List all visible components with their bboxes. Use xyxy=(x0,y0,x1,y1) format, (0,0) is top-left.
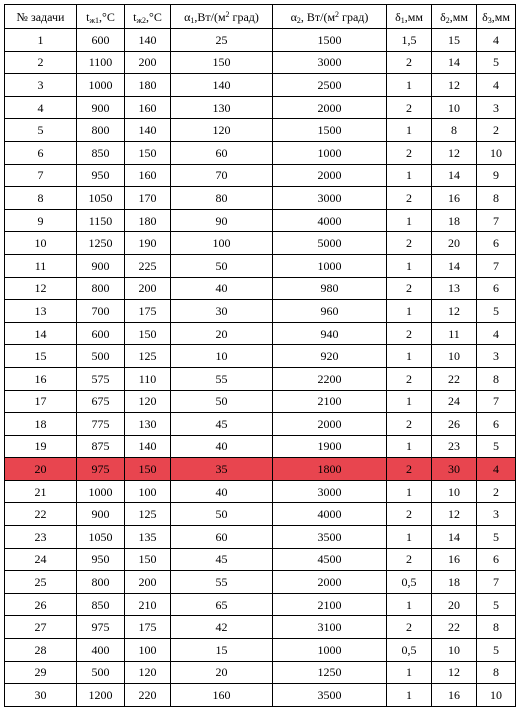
cell-alpha2: 2100 xyxy=(273,390,387,413)
cell-t1: 600 xyxy=(77,29,125,52)
cell-task-number: 5 xyxy=(5,119,77,142)
cell-t1: 1100 xyxy=(77,51,125,74)
cell-delta2: 12 xyxy=(432,300,477,323)
cell-alpha1: 60 xyxy=(171,526,273,549)
cell-alpha1: 50 xyxy=(171,390,273,413)
cell-delta3: 3 xyxy=(477,96,516,119)
cell-delta2: 12 xyxy=(432,141,477,164)
cell-delta1: 1 xyxy=(387,119,432,142)
cell-delta1: 1 xyxy=(387,300,432,323)
cell-delta3: 7 xyxy=(477,390,516,413)
cell-alpha1: 130 xyxy=(171,96,273,119)
cell-alpha2: 960 xyxy=(273,300,387,323)
cell-delta2: 30 xyxy=(432,458,477,481)
table-row xyxy=(5,119,516,142)
cell-delta1: 2 xyxy=(387,367,432,390)
cell-delta1: 1 xyxy=(387,254,432,277)
cell-delta2: 10 xyxy=(432,639,477,662)
cell-alpha2: 1000 xyxy=(273,639,387,662)
cell-delta3: 8 xyxy=(477,661,516,684)
cell-delta2: 15 xyxy=(432,29,477,52)
cell-alpha1: 55 xyxy=(171,367,273,390)
cell-t1: 1200 xyxy=(77,684,125,707)
cell-delta3: 9 xyxy=(477,164,516,187)
cell-t2: 190 xyxy=(125,232,171,255)
cell-delta1: 2 xyxy=(387,277,432,300)
cell-delta1: 2 xyxy=(387,141,432,164)
cell-delta3: 5 xyxy=(477,526,516,549)
table-row xyxy=(5,435,516,458)
cell-delta3: 5 xyxy=(477,593,516,616)
cell-alpha2: 4000 xyxy=(273,209,387,232)
cell-t2: 140 xyxy=(125,119,171,142)
cell-delta2: 14 xyxy=(432,526,477,549)
cell-task-number: 29 xyxy=(5,661,77,684)
cell-task-number: 22 xyxy=(5,503,77,526)
cell-delta1: 0,5 xyxy=(387,639,432,662)
table-row xyxy=(5,390,516,413)
cell-t2: 120 xyxy=(125,661,171,684)
cell-alpha1: 70 xyxy=(171,164,273,187)
cell-t2: 110 xyxy=(125,367,171,390)
cell-t2: 140 xyxy=(125,435,171,458)
cell-t1: 1150 xyxy=(77,209,125,232)
cell-t2: 125 xyxy=(125,503,171,526)
cell-task-number: 16 xyxy=(5,367,77,390)
cell-task-number: 14 xyxy=(5,322,77,345)
cell-task-number: 10 xyxy=(5,232,77,255)
cell-alpha1: 40 xyxy=(171,277,273,300)
cell-t1: 1250 xyxy=(77,232,125,255)
cell-alpha1: 45 xyxy=(171,548,273,571)
cell-delta2: 22 xyxy=(432,616,477,639)
table-row xyxy=(5,661,516,684)
cell-t2: 180 xyxy=(125,209,171,232)
cell-task-number: 24 xyxy=(5,548,77,571)
table-row xyxy=(5,277,516,300)
cell-alpha2: 1900 xyxy=(273,435,387,458)
cell-t2: 135 xyxy=(125,526,171,549)
cell-task-number: 18 xyxy=(5,413,77,436)
cell-alpha2: 940 xyxy=(273,322,387,345)
cell-delta3: 2 xyxy=(477,480,516,503)
cell-delta3: 4 xyxy=(477,74,516,97)
table-body xyxy=(5,29,516,707)
cell-delta2: 12 xyxy=(432,74,477,97)
cell-delta2: 10 xyxy=(432,345,477,368)
cell-delta1: 1 xyxy=(387,164,432,187)
cell-task-number: 25 xyxy=(5,571,77,594)
header-task-number: № задачи xyxy=(5,5,77,29)
cell-t2: 150 xyxy=(125,141,171,164)
cell-delta2: 22 xyxy=(432,367,477,390)
cell-t1: 900 xyxy=(77,503,125,526)
table-header-row xyxy=(5,5,516,29)
cell-alpha2: 2200 xyxy=(273,367,387,390)
cell-alpha2: 2000 xyxy=(273,96,387,119)
table-row xyxy=(5,254,516,277)
cell-t1: 975 xyxy=(77,458,125,481)
cell-delta2: 11 xyxy=(432,322,477,345)
cell-task-number: 17 xyxy=(5,390,77,413)
cell-t1: 850 xyxy=(77,141,125,164)
cell-delta1: 1 xyxy=(387,684,432,707)
cell-t1: 875 xyxy=(77,435,125,458)
cell-delta2: 13 xyxy=(432,277,477,300)
cell-task-number: 9 xyxy=(5,209,77,232)
cell-t2: 150 xyxy=(125,458,171,481)
cell-delta2: 24 xyxy=(432,390,477,413)
cell-delta2: 26 xyxy=(432,413,477,436)
cell-delta3: 4 xyxy=(477,322,516,345)
cell-alpha1: 50 xyxy=(171,254,273,277)
cell-t2: 150 xyxy=(125,322,171,345)
cell-alpha2: 3100 xyxy=(273,616,387,639)
cell-task-number: 1 xyxy=(5,29,77,52)
table-row xyxy=(5,413,516,436)
header-alpha2: $\alpha_2$, $Вт/(м^2$ град) xyxy=(273,5,387,29)
cell-task-number: 4 xyxy=(5,96,77,119)
cell-t2: 225 xyxy=(125,254,171,277)
cell-t2: 170 xyxy=(125,187,171,210)
cell-delta3: 4 xyxy=(477,29,516,52)
cell-delta1: 2 xyxy=(387,548,432,571)
header-delta3: $\delta_3,мм$ xyxy=(477,5,516,29)
cell-alpha2: 3000 xyxy=(273,480,387,503)
cell-delta3: 2 xyxy=(477,119,516,142)
cell-delta2: 20 xyxy=(432,232,477,255)
cell-delta1: 1 xyxy=(387,480,432,503)
cell-delta1: 1,5 xyxy=(387,29,432,52)
cell-t2: 175 xyxy=(125,300,171,323)
cell-alpha1: 35 xyxy=(171,458,273,481)
cell-delta3: 3 xyxy=(477,503,516,526)
cell-delta1: 1 xyxy=(387,661,432,684)
cell-t1: 1050 xyxy=(77,187,125,210)
cell-alpha1: 20 xyxy=(171,322,273,345)
cell-alpha2: 1800 xyxy=(273,458,387,481)
cell-t1: 900 xyxy=(77,254,125,277)
cell-alpha1: 30 xyxy=(171,300,273,323)
cell-alpha2: 2000 xyxy=(273,164,387,187)
cell-t1: 775 xyxy=(77,413,125,436)
cell-alpha1: 40 xyxy=(171,435,273,458)
cell-delta3: 4 xyxy=(477,458,516,481)
cell-t1: 400 xyxy=(77,639,125,662)
cell-delta3: 10 xyxy=(477,684,516,707)
cell-alpha2: 1500 xyxy=(273,119,387,142)
cell-delta3: 10 xyxy=(477,141,516,164)
cell-t2: 160 xyxy=(125,96,171,119)
cell-delta3: 6 xyxy=(477,277,516,300)
cell-alpha2: 3000 xyxy=(273,51,387,74)
cell-task-number: 13 xyxy=(5,300,77,323)
cell-t2: 210 xyxy=(125,593,171,616)
table-row xyxy=(5,639,516,662)
cell-task-number: 26 xyxy=(5,593,77,616)
cell-delta1: 2 xyxy=(387,413,432,436)
cell-alpha1: 45 xyxy=(171,413,273,436)
cell-t1: 975 xyxy=(77,616,125,639)
cell-task-number: 20 xyxy=(5,458,77,481)
cell-delta2: 16 xyxy=(432,187,477,210)
cell-delta2: 14 xyxy=(432,51,477,74)
cell-task-number: 19 xyxy=(5,435,77,458)
cell-delta3: 5 xyxy=(477,300,516,323)
table-row xyxy=(5,480,516,503)
cell-alpha1: 160 xyxy=(171,684,273,707)
cell-alpha1: 50 xyxy=(171,503,273,526)
cell-t1: 600 xyxy=(77,322,125,345)
table-row xyxy=(5,322,516,345)
cell-t1: 500 xyxy=(77,661,125,684)
cell-alpha2: 3500 xyxy=(273,526,387,549)
cell-alpha2: 3000 xyxy=(273,187,387,210)
cell-t2: 220 xyxy=(125,684,171,707)
table-row xyxy=(5,187,516,210)
cell-delta3: 7 xyxy=(477,209,516,232)
cell-alpha1: 40 xyxy=(171,480,273,503)
cell-task-number: 11 xyxy=(5,254,77,277)
cell-delta2: 18 xyxy=(432,209,477,232)
cell-t2: 180 xyxy=(125,74,171,97)
cell-task-number: 2 xyxy=(5,51,77,74)
cell-alpha1: 15 xyxy=(171,639,273,662)
cell-alpha1: 10 xyxy=(171,345,273,368)
cell-t1: 950 xyxy=(77,548,125,571)
cell-alpha2: 1000 xyxy=(273,254,387,277)
cell-t1: 800 xyxy=(77,277,125,300)
cell-delta3: 8 xyxy=(477,367,516,390)
header-t2: $t_{ж2},^\circ С$ xyxy=(125,5,171,29)
cell-alpha1: 42 xyxy=(171,616,273,639)
cell-t2: 100 xyxy=(125,639,171,662)
cell-alpha1: 90 xyxy=(171,209,273,232)
cell-t1: 1000 xyxy=(77,74,125,97)
table-row xyxy=(5,209,516,232)
cell-alpha2: 2100 xyxy=(273,593,387,616)
cell-task-number: 6 xyxy=(5,141,77,164)
cell-delta3: 6 xyxy=(477,548,516,571)
cell-delta3: 7 xyxy=(477,254,516,277)
table-row xyxy=(5,367,516,390)
table-row xyxy=(5,616,516,639)
task-table-container xyxy=(4,4,516,707)
table-row xyxy=(5,593,516,616)
cell-task-number: 27 xyxy=(5,616,77,639)
cell-t1: 800 xyxy=(77,119,125,142)
cell-delta2: 10 xyxy=(432,480,477,503)
cell-t2: 130 xyxy=(125,413,171,436)
cell-alpha2: 4000 xyxy=(273,503,387,526)
table-row xyxy=(5,300,516,323)
table-row xyxy=(5,29,516,52)
cell-t2: 100 xyxy=(125,480,171,503)
cell-t1: 1050 xyxy=(77,526,125,549)
table-row xyxy=(5,74,516,97)
cell-delta2: 14 xyxy=(432,254,477,277)
table-row xyxy=(5,164,516,187)
cell-alpha2: 1000 xyxy=(273,141,387,164)
cell-task-number: 3 xyxy=(5,74,77,97)
cell-task-number: 8 xyxy=(5,187,77,210)
cell-delta1: 2 xyxy=(387,322,432,345)
table-row xyxy=(5,571,516,594)
cell-delta1: 2 xyxy=(387,187,432,210)
cell-delta3: 6 xyxy=(477,413,516,436)
cell-delta2: 8 xyxy=(432,119,477,142)
cell-t1: 675 xyxy=(77,390,125,413)
header-delta1: $\delta_1,мм$ xyxy=(387,5,432,29)
cell-delta1: 1 xyxy=(387,209,432,232)
cell-t2: 140 xyxy=(125,29,171,52)
cell-task-number: 7 xyxy=(5,164,77,187)
cell-delta2: 16 xyxy=(432,684,477,707)
cell-t1: 950 xyxy=(77,164,125,187)
table-row xyxy=(5,232,516,255)
cell-alpha1: 55 xyxy=(171,571,273,594)
cell-alpha2: 4500 xyxy=(273,548,387,571)
cell-delta3: 7 xyxy=(477,571,516,594)
table-row xyxy=(5,345,516,368)
table-row-highlighted xyxy=(5,458,516,481)
cell-delta1: 1 xyxy=(387,345,432,368)
table-row xyxy=(5,548,516,571)
table-row xyxy=(5,526,516,549)
cell-alpha2: 1250 xyxy=(273,661,387,684)
cell-alpha2: 5000 xyxy=(273,232,387,255)
cell-alpha1: 60 xyxy=(171,141,273,164)
cell-alpha2: 1500 xyxy=(273,29,387,52)
cell-alpha1: 20 xyxy=(171,661,273,684)
cell-delta2: 12 xyxy=(432,661,477,684)
cell-delta2: 12 xyxy=(432,503,477,526)
table-row xyxy=(5,684,516,707)
cell-delta1: 2 xyxy=(387,51,432,74)
table-row xyxy=(5,141,516,164)
cell-delta3: 3 xyxy=(477,345,516,368)
cell-delta3: 5 xyxy=(477,51,516,74)
cell-t2: 175 xyxy=(125,616,171,639)
cell-alpha1: 80 xyxy=(171,187,273,210)
cell-delta2: 18 xyxy=(432,571,477,594)
table-row xyxy=(5,96,516,119)
cell-task-number: 28 xyxy=(5,639,77,662)
cell-delta2: 23 xyxy=(432,435,477,458)
cell-delta1: 1 xyxy=(387,526,432,549)
cell-alpha2: 2000 xyxy=(273,571,387,594)
cell-t2: 200 xyxy=(125,277,171,300)
cell-t1: 800 xyxy=(77,571,125,594)
cell-t2: 200 xyxy=(125,571,171,594)
cell-delta1: 2 xyxy=(387,232,432,255)
cell-t1: 700 xyxy=(77,300,125,323)
cell-delta1: 2 xyxy=(387,503,432,526)
cell-delta1: 2 xyxy=(387,616,432,639)
cell-alpha2: 3500 xyxy=(273,684,387,707)
cell-delta1: 1 xyxy=(387,593,432,616)
cell-delta1: 1 xyxy=(387,74,432,97)
header-delta2: $\delta_2,мм$ xyxy=(432,5,477,29)
cell-delta3: 5 xyxy=(477,435,516,458)
cell-t1: 900 xyxy=(77,96,125,119)
cell-t2: 125 xyxy=(125,345,171,368)
cell-alpha2: 2000 xyxy=(273,413,387,436)
table-row xyxy=(5,51,516,74)
cell-delta2: 10 xyxy=(432,96,477,119)
cell-task-number: 12 xyxy=(5,277,77,300)
cell-alpha1: 25 xyxy=(171,29,273,52)
cell-alpha1: 140 xyxy=(171,74,273,97)
cell-alpha1: 65 xyxy=(171,593,273,616)
cell-alpha2: 2500 xyxy=(273,74,387,97)
cell-task-number: 30 xyxy=(5,684,77,707)
cell-delta1: 1 xyxy=(387,435,432,458)
cell-t1: 1000 xyxy=(77,480,125,503)
cell-delta3: 8 xyxy=(477,616,516,639)
header-alpha1: $\alpha_1,Вт/(м^2$ град) xyxy=(171,5,273,29)
cell-t1: 850 xyxy=(77,593,125,616)
cell-t2: 150 xyxy=(125,548,171,571)
cell-task-number: 15 xyxy=(5,345,77,368)
table-row xyxy=(5,503,516,526)
cell-t2: 200 xyxy=(125,51,171,74)
cell-delta3: 6 xyxy=(477,232,516,255)
cell-delta1: 2 xyxy=(387,458,432,481)
cell-alpha1: 120 xyxy=(171,119,273,142)
cell-task-number: 21 xyxy=(5,480,77,503)
cell-alpha2: 980 xyxy=(273,277,387,300)
cell-alpha1: 150 xyxy=(171,51,273,74)
cell-delta3: 5 xyxy=(477,639,516,662)
cell-delta2: 14 xyxy=(432,164,477,187)
cell-delta2: 20 xyxy=(432,593,477,616)
task-variants-table xyxy=(4,4,516,707)
cell-delta1: 0,5 xyxy=(387,571,432,594)
cell-delta1: 2 xyxy=(387,96,432,119)
cell-delta2: 16 xyxy=(432,548,477,571)
cell-delta1: 1 xyxy=(387,390,432,413)
cell-task-number: 23 xyxy=(5,526,77,549)
cell-t1: 575 xyxy=(77,367,125,390)
header-t1: $t_{ж1},^\circ С$ xyxy=(77,5,125,29)
cell-delta3: 8 xyxy=(477,187,516,210)
cell-t2: 160 xyxy=(125,164,171,187)
cell-alpha1: 100 xyxy=(171,232,273,255)
cell-alpha2: 920 xyxy=(273,345,387,368)
cell-t2: 120 xyxy=(125,390,171,413)
cell-t1: 500 xyxy=(77,345,125,368)
